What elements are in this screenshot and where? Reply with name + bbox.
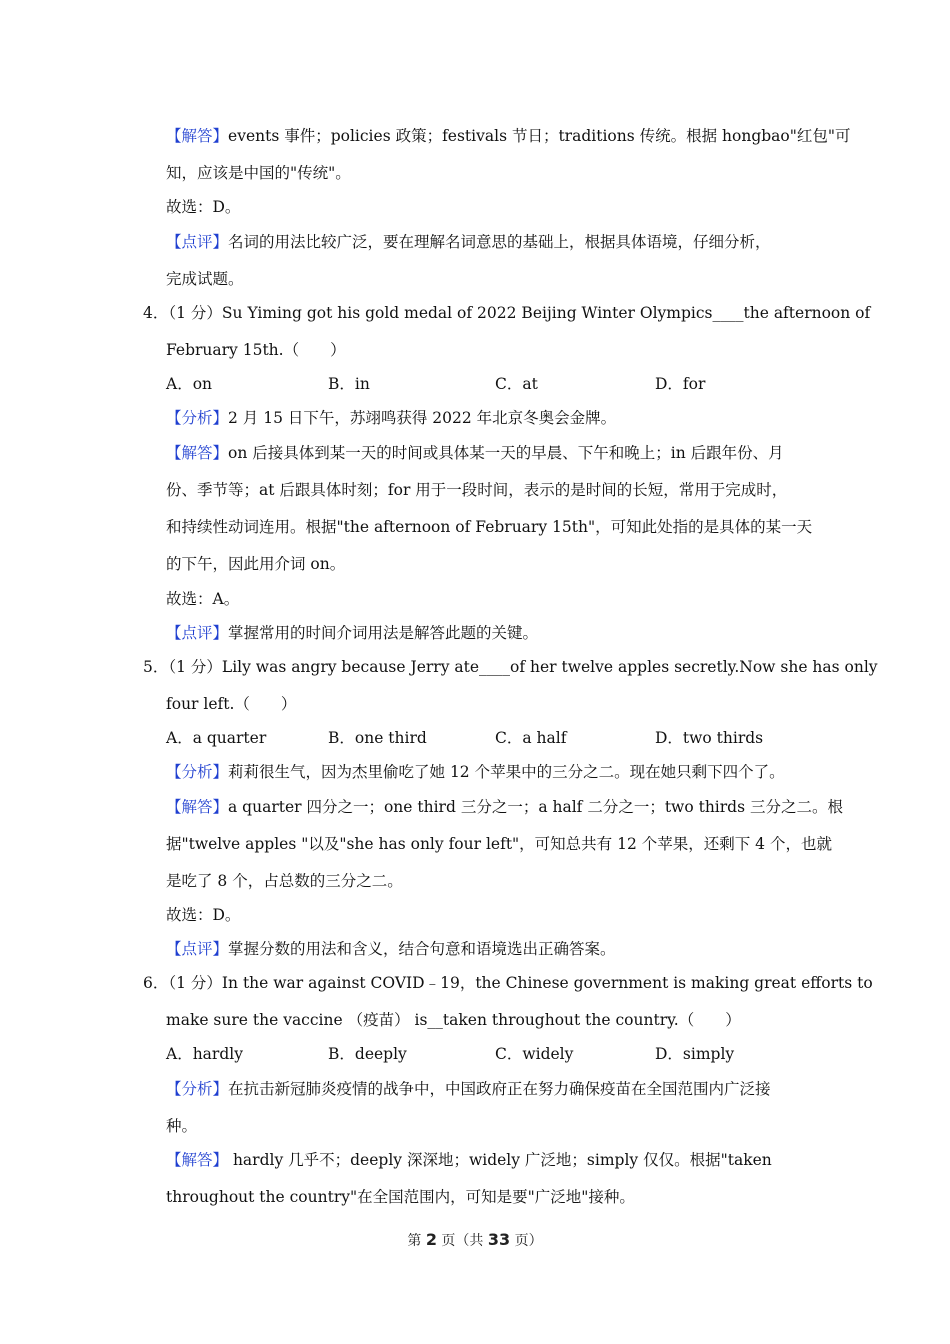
q3-jieda-line-2: 知，应该是中国的"传统"。 bbox=[166, 164, 351, 182]
q4-answer: 故选：A。 bbox=[166, 590, 240, 608]
q6-jieda-line-2: throughout the country"在全国范围内，可知是要"广泛地"接种。 bbox=[166, 1188, 635, 1206]
q4-number: 4． bbox=[143, 304, 169, 322]
q6-stem-line-1: 6．（1 分）In the war against COVID﹣19，the Chinese government is making great efforts to bbox=[143, 974, 873, 992]
page-footer: 第 2 页（共 33 页） bbox=[407, 1230, 543, 1249]
q4-jieda-line-1: 【解答】on 后接具体到某一天的时间或具体某一天的早晨、下午和晚上；in 后跟年份、月 bbox=[166, 444, 784, 462]
q5-option-d: D．two thirds bbox=[655, 729, 764, 747]
q5-jieda-line-1: 【解答】a quarter 四分之一；one third 三分之一；a half 二分之一；two thirds 三分之二。根 bbox=[166, 798, 843, 816]
jieda-tag: 【解答】 bbox=[166, 127, 229, 145]
q4-stem-line-1: 4．（1 分）Su Yiming got his gold medal of 2022 Beijing Winter Olympics____the afternoon of bbox=[143, 304, 871, 322]
fenxi-tag: 【分析】 bbox=[166, 409, 229, 427]
q5-fenxi: 【分析】莉莉很生气，因为杰里偷吃了她 12 个苹果中的三分之二。现在她只剩下四个了。 bbox=[166, 763, 785, 781]
jieda-tag: 【解答】 bbox=[166, 798, 229, 816]
q5-stem-line-1: 5．（1 分）Lily was angry because Jerry ate____of her twelve apples secretly.Now she has only bbox=[143, 658, 878, 676]
q6-option-a: A．hardly bbox=[166, 1045, 243, 1063]
q5-jieda-line-3: 是吃了 8 个，占总数的三分之二。 bbox=[166, 872, 403, 890]
q6-option-b: B．deeply bbox=[328, 1045, 407, 1063]
q5-jieda-line-2: 据"twelve apples "以及"she has only four left"，可知总共有 12 个苹果，还剩下 4 个，也就 bbox=[166, 835, 832, 853]
q6-fenxi-line-2: 种。 bbox=[166, 1117, 198, 1135]
jieda-tag: 【解答】 bbox=[166, 444, 229, 462]
q5-option-b: B．one third bbox=[328, 729, 427, 747]
jieda-tag: 【解答】 bbox=[166, 1151, 229, 1169]
dianping-tag: 【点评】 bbox=[166, 233, 229, 251]
q4-jieda-line-4: 的下午，因此用介词 on。 bbox=[166, 555, 346, 573]
q4-stem-line-2: February 15th.（ ） bbox=[166, 341, 346, 359]
q3-dianping-line-2: 完成试题。 bbox=[166, 270, 244, 288]
q4-jieda-line-3: 和持续性动词连用。根据"the afternoon of February 15th"，可知此处指的是具体的某一天 bbox=[166, 518, 813, 536]
current-page-number: 2 bbox=[425, 1230, 437, 1249]
fenxi-tag: 【分析】 bbox=[166, 1080, 229, 1098]
q5-option-a: A．a quarter bbox=[166, 729, 267, 747]
fenxi-tag: 【分析】 bbox=[166, 763, 229, 781]
q6-fenxi-line-1: 【分析】在抗击新冠肺炎疫情的战争中，中国政府正在努力确保疫苗在全国范围内广泛接 bbox=[166, 1080, 771, 1098]
q3-jieda-line-1: 【解答】events 事件；policies 政策；festivals 节日；traditions 传统。根据 hongbao"红包"可 bbox=[166, 127, 851, 145]
q4-options bbox=[166, 374, 816, 394]
q6-stem-line-2: make sure the vaccine （疫苗） is__taken throughout the country.（ ） bbox=[166, 1011, 741, 1029]
q3-answer: 故选：D。 bbox=[166, 198, 241, 216]
q6-options bbox=[166, 1044, 816, 1064]
q6-jieda-line-1: 【解答】 hardly 几乎不；deeply 深深地；widely 广泛地；simply 仅仅。根据"taken bbox=[166, 1151, 772, 1169]
dianping-tag: 【点评】 bbox=[166, 940, 229, 958]
q3-dianping-line-1: 【点评】名词的用法比较广泛，要在理解名词意思的基础上，根据具体语境，仔细分析， bbox=[166, 233, 771, 251]
q6-option-d: D．simply bbox=[655, 1045, 735, 1063]
dianping-tag: 【点评】 bbox=[166, 624, 229, 642]
q4-dianping: 【点评】掌握常用的时间介词用法是解答此题的关键。 bbox=[166, 624, 539, 642]
q5-stem-line-2: four left.（ ） bbox=[166, 695, 297, 713]
q6-option-c: C．widely bbox=[495, 1045, 574, 1063]
q5-option-c: C．a half bbox=[495, 729, 567, 747]
q4-jieda-line-2: 份、季节等；at 后跟具体时刻；for 用于一段时间，表示的是时间的长短，常用于完成时， bbox=[166, 481, 788, 499]
q4-option-c: C．at bbox=[495, 375, 538, 393]
q6-number: 6． bbox=[143, 974, 169, 992]
total-page-count: 33 bbox=[487, 1230, 511, 1249]
q4-option-b: B．in bbox=[328, 375, 370, 393]
q5-number: 5． bbox=[143, 658, 169, 676]
q4-option-d: D．for bbox=[655, 375, 706, 393]
q5-dianping: 【点评】掌握分数的用法和含义，结合句意和语境选出正确答案。 bbox=[166, 940, 616, 958]
q4-fenxi: 【分析】2 月 15 日下午，苏翊鸣获得 2022 年北京冬奥会金牌。 bbox=[166, 409, 617, 427]
q5-answer: 故选：D。 bbox=[166, 906, 241, 924]
q4-option-a: A．on bbox=[166, 375, 213, 393]
q5-options bbox=[166, 728, 816, 748]
